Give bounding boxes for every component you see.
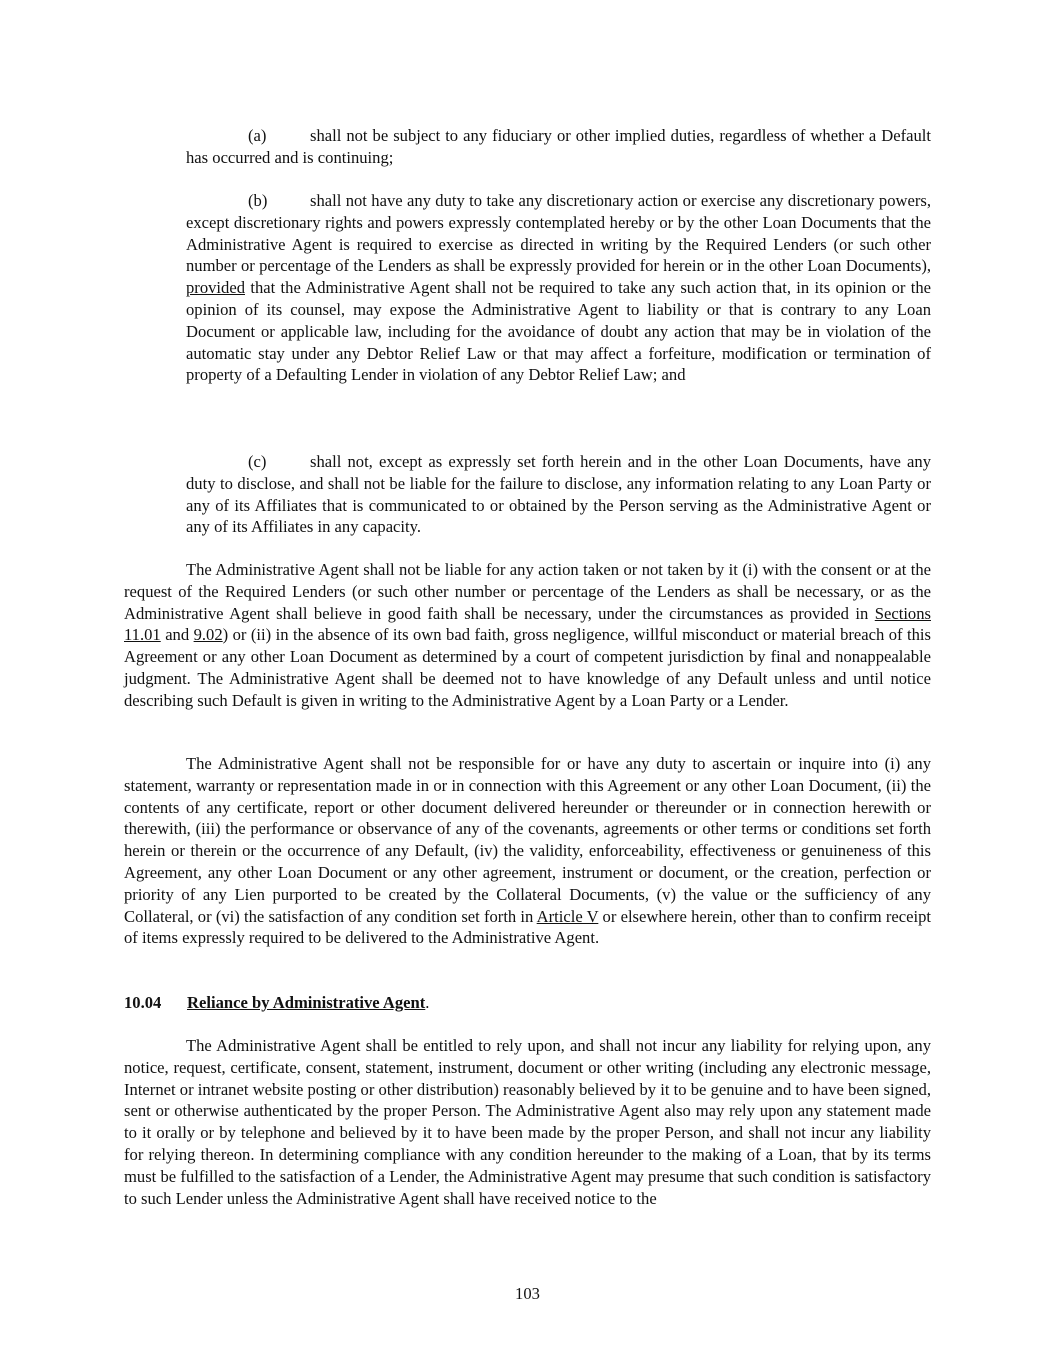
and-text: and <box>165 625 190 645</box>
responsibility-text-1: The Administrative Agent shall not be responsible for or have any duty to ascertain or inquire into (i) any statement, warranty or representation made in or in connection with this Agreement or any other Loan Document, (ii) the contents of any certificate, report or other document delivered hereunder or thereunder or in connection herewith or therewith, (iii) the performance or observance of any of the covenants, agreements or other terms or conditions set forth herein or therein or the occurrence of any Default, (iv) the validity, enforceability, effectiveness or genuineness of this Agreement, any other Loan Document or any other agreement, instrument or document, or the creation, perfection or priority of any Lien purported to be created by the Collateral Documents, (v) the value or the sufficiency of any Collateral, or (vi) the satisfaction of any condition set forth in <box>124 754 931 926</box>
article-v-link[interactable]: Article V <box>536 906 599 926</box>
clause-b-text-1: shall not have any duty to take any discretionary action or exercise any discretionary powers, except discretionary rights and powers expressly contemplated hereby or by the other Loan Documents that the Administrative Agent is required to exercise as directed in writing by the Required Lenders (or such other number or percentage of the Lenders as shall be expressly provided for herein or in the other Loan Documents), <box>186 191 931 276</box>
responsibility-text-2: or elsewhere herein, other than to confirm receipt of items expressly required to be delivered to the Administrative Agent. <box>124 906 932 948</box>
clause-b <box>186 190 931 386</box>
clause-b-label: (b) <box>248 191 268 210</box>
section-period: . <box>425 993 430 1012</box>
provided-term: provided <box>186 278 245 298</box>
section-heading <box>124 992 429 1014</box>
paragraph-liability <box>124 559 931 712</box>
paragraph-reliance <box>124 1035 931 1209</box>
clause-a <box>186 125 931 169</box>
page-number: 103 <box>515 1284 540 1303</box>
paragraph-responsibility <box>124 753 931 949</box>
clause-c-label: (c) <box>248 452 267 471</box>
section-number: 10.04 <box>124 993 162 1012</box>
section-9-02-link[interactable]: 9.02 <box>193 625 223 645</box>
reliance-text: The Administrative Agent shall be entitled to rely upon, and shall not incur any liability for relying upon, any notice, request, certificate, consent, statement, instrument, document or other writing (including any electronic message, Internet or intranet website posting or other distribution) reasonably believed by it to be genuine and to have been signed, sent or otherwise authenticated by the proper Person. The Administrative Agent also may rely upon any statement made to it orally or by telephone and believed by it to have been made by the proper Person, and shall not incur any liability for relying thereon. In determining compliance with any condition hereunder to the making of a Loan, that by its terms must be fulfilled to the satisfaction of a Lender, the Administrative Agent may presume that such condition is satisfactory to such Lender unless the Administrative Agent shall have received notice to the <box>124 1036 931 1208</box>
clause-a-text: shall not be subject to any fiduciary or other implied duties, regardless of whether a Default has occurred and is continuing; <box>186 126 931 167</box>
clause-b-text-2: that the Administrative Agent shall not be required to take any such action that, in its opinion or the opinion of its counsel, may expose the Administrative Agent to liability or that is contrary to any Loan Document or applicable law, including for the avoidance of doubt any action that may be in violation of the automatic stay under any Debtor Relief Law or that may affect a forfeiture, modification or termination of property of a Defaulting Lender in violation of any Debtor Relief Law; and <box>186 278 931 385</box>
liability-text-1: The Administrative Agent shall not be liable for any action taken or not taken by it (i) with the consent or at the request of the Required Lenders (or such other number or percentage of the Lenders as shall be necessary, or as the Administrative Agent shall believe in good faith shall be necessary, under the circumstances as provided in <box>124 560 931 623</box>
sections-11-01-link[interactable]: Sections 11.01 <box>124 603 931 645</box>
clause-c <box>186 451 931 538</box>
section-title: Reliance by Administrative Agent <box>187 993 426 1012</box>
liability-text-2: ) or (ii) in the absence of its own bad faith, gross negligence, willful misconduct or material breach of this Agreement or any other Loan Document as determined by a court of competent jurisdiction by final and nonappealable judgment. The Administrative Agent shall be deemed not to have knowledge of any Default unless and until notice describing such Default is given in writing to the Administrative Agent by a Loan Party or a Lender. <box>124 625 931 710</box>
clause-c-text: shall not, except as expressly set forth herein and in the other Loan Documents, have any duty to disclose, and shall not be liable for the failure to disclose, any information relating to any Loan Party or any of its Affiliates that is communicated to or obtained by the Person serving as the Administrative Agent or any of its Affiliates in any capacity. <box>186 452 931 537</box>
clause-a-label: (a) <box>248 126 267 145</box>
